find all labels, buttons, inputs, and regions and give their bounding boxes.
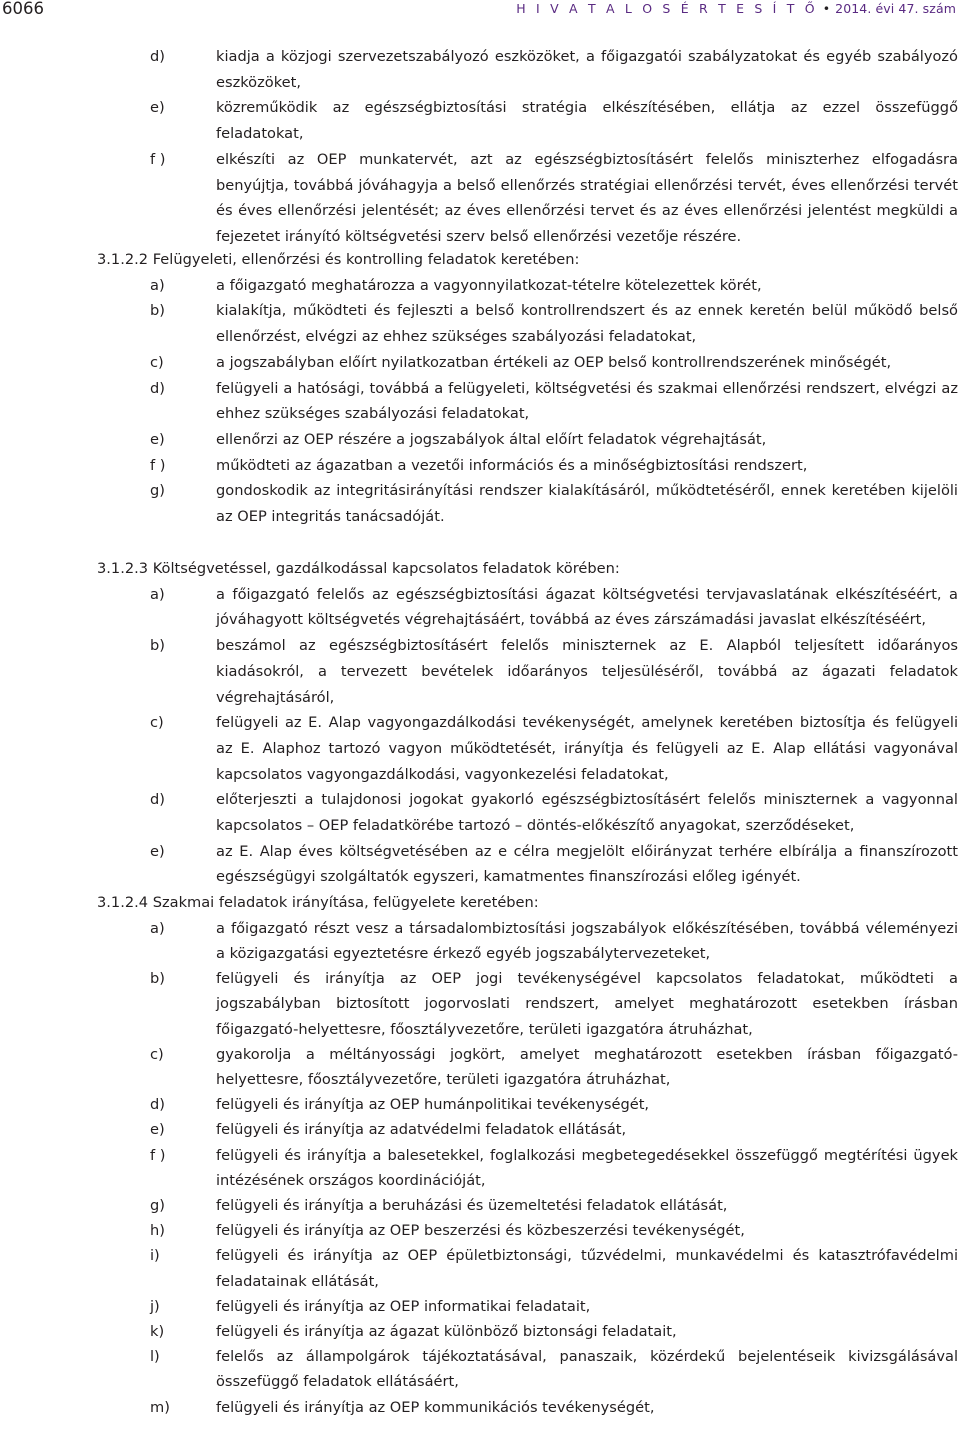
item-text: kiadja a közjogi szervezetszabályozó eszközöket, a főigazgatói szabályzatokat és egyéb szabályozó eszközöket, [216, 48, 958, 91]
item-label: c) [150, 714, 164, 732]
item-label: l) [150, 1348, 160, 1366]
item-label: j) [150, 1297, 160, 1315]
item-text: gondoskodik az integritásirányítási rendszer kialakításáról, működtetéséről, ennek keretében kijelöli az OEP integritás tanácsadóját. [216, 482, 958, 526]
item-label: h) [150, 1222, 165, 1240]
list-item [0, 1092, 958, 1117]
list-item [0, 453, 958, 479]
page-number: 6066 [2, 0, 44, 18]
list-item [0, 1193, 958, 1218]
item-text: felügyeli és irányítja az OEP informatikai feladatait, [216, 1297, 591, 1315]
list-item [0, 1243, 958, 1293]
list-item [0, 582, 958, 633]
list-item [0, 478, 958, 529]
item-label: i) [150, 1247, 160, 1265]
item-text: működteti az ágazatban a vezetői információs és a minőségbiztosítási rendszert, [216, 456, 808, 474]
item-text: felelős az állampolgárok tájékoztatásával, panaszaik, közérdekű bejelentéseik kivizsgálásával összefüggő feladatok ellátásáért, [216, 1348, 958, 1391]
item-label: c) [150, 353, 164, 371]
item-label: d) [150, 1096, 165, 1114]
item-text: felügyeli és irányítja az adatvédelmi feladatok ellátását, [216, 1121, 627, 1139]
list-item [0, 916, 958, 966]
item-text: ellenőrzi az OEP részére a jogszabályok által előírt feladatok végrehajtását, [216, 430, 767, 448]
item-text: felügyeli és irányítja a balesetekkel, foglalkozási megbetegedésekkel összefüggő megtérítési ügyek intézésének országos koordinációját, [216, 1146, 958, 1189]
list-item [0, 710, 958, 787]
section-title: 3.1.2.4 Szakmai feladatok irányítása, felügyelete keretében: [97, 894, 539, 911]
intro-list [0, 44, 960, 250]
item-label: a) [150, 919, 165, 937]
item-label: m) [150, 1398, 170, 1416]
list-item [0, 1395, 958, 1420]
list-item [0, 95, 958, 146]
list-item [0, 1117, 958, 1142]
list-item [0, 427, 958, 453]
item-text: felügyeli és irányítja az OEP beszerzési és közbeszerzési tevékenységét, [216, 1222, 745, 1240]
journal-title: H I V A T A L O S É R T E S Í T Ő [516, 1, 818, 16]
item-label: g) [150, 1196, 165, 1214]
item-label: a) [150, 585, 165, 603]
item-text: közreműködik az egészségbiztosítási stratégia elkészítésében, ellátja az ezzel összefüggő feladatokat, [216, 99, 958, 143]
item-label: b) [150, 302, 165, 320]
item-text: felügyeli a hatósági, továbbá a felügyeleti, költségvetési és szakmai ellenőrzési rendszert, elvégzi az ehhez szükséges szabályozási feladatokat, [216, 379, 958, 423]
section-3-1-2-4 [0, 890, 960, 1420]
item-text: a főigazgató meghatározza a vagyonnyilatkozat-tételre kötelezettek körét, [216, 276, 762, 294]
item-text: felügyeli az E. Alap vagyongazdálkodási tevékenységét, amelynek keretében biztosítja és felügyeli az E. Alaphoz tartozó vagyon működtetését, irányítja és felügyeli az E. Alap ellátási vagyonával kapcsolatos vagyongazdálkodási, vagyonkezelési feladatokat, [216, 714, 958, 783]
item-text: beszámol az egészségbiztosításért felelős miniszternek az E. Alapból teljesített időarányos kiadásokról, a tervezett bevételek időarányos teljesüléséről, továbbá az ágazati feladatok végrehajtásáról, [216, 637, 958, 706]
item-text: a főigazgató felelős az egészségbiztosítási ágazat költségvetési tervjavaslatának elkészítéséért, a jóváhagyott költségvetés végrehajtásáért, továbbá az éves zárszámadási javaslat elkészítéséért, [216, 585, 958, 629]
list-item [0, 839, 958, 890]
list-item [0, 1042, 958, 1092]
item-label: a) [150, 276, 165, 294]
item-text: felügyeli és irányítja az OEP kommunikációs tevékenységét, [216, 1398, 655, 1416]
item-label: g) [150, 482, 165, 500]
list-item [0, 1319, 958, 1344]
item-label: f ) [150, 150, 166, 168]
item-text: felügyeli és irányítja az OEP jogi tevékenységével kapcsolatos feladatokat, működteti a jogszabályban biztosított jogorvoslati rendszert, amelyet meghatározott esetekben írásban főigazgató-helyettesre, főosztályvezetőre, területi igazgatóra átruházhat, [216, 970, 958, 1038]
item-text: felügyeli és irányítja az OEP épületbiztonsági, tűzvédelmi, munkavédelmi és katasztrófavédelmi feladatainak ellátását, [216, 1247, 958, 1290]
section-title: 3.1.2.2 Felügyeleti, ellenőrzési és kontrolling feladatok keretében: [97, 251, 580, 268]
list-item [0, 376, 958, 427]
separator-dot: • [822, 1, 831, 16]
item-text: gyakorolja a méltányossági jogkört, amelyet meghatározott esetekben írásban főigazgató-helyettesre, főosztályvezetőre, területi igazgatóra átruházhat, [216, 1045, 958, 1088]
list-item [0, 1344, 958, 1394]
page-header [0, 0, 960, 20]
list-item [0, 787, 958, 838]
item-label: f ) [150, 456, 166, 474]
item-label: c) [150, 1045, 164, 1063]
section-title: 3.1.2.3 Költségvetéssel, gazdálkodással kapcsolatos feladatok körében: [97, 560, 620, 577]
item-label: e) [150, 430, 165, 448]
item-label: k) [150, 1322, 165, 1340]
list-item [0, 298, 958, 349]
list-item [0, 1218, 958, 1243]
item-text: kialakítja, működteti és fejleszti a belső kontrollrendszert és az ennek keretén belül működő belső ellenőrzést, elvégzi az ehhez szükséges szabályozási feladatokat, [216, 302, 958, 346]
item-text: az E. Alap éves költségvetésében az e célra megjelölt előirányzat terhére elbírálja a finanszírozott egészségügyi szolgáltatók egyszeri, kamatmentes finanszírozási előleg igényét. [216, 842, 958, 886]
list-item [0, 44, 958, 95]
item-label: b) [150, 637, 165, 655]
list-item [0, 633, 958, 710]
list-item [0, 147, 958, 250]
item-label: d) [150, 379, 165, 397]
item-label: d) [150, 791, 165, 809]
section-3-1-2-2 [0, 247, 960, 530]
item-text: felügyeli és irányítja a beruházási és üzemeltetési feladatok ellátását, [216, 1196, 728, 1214]
item-text: a főigazgató részt vesz a társadalombiztosítási jogszabályok előkészítésében, továbbá véleményezi a közigazgatási egyeztetésre érkező egyéb jogszabálytervezeteket, [216, 919, 958, 962]
list-item [0, 966, 958, 1042]
item-text: elkészíti az OEP munkatervét, azt az egészségbiztosításért felelős miniszterhez elfogadásra benyújtja, továbbá jóváhagyja a belső ellenőrzés stratégiai ellenőrzési tervét, éves ellenőrzési tervét és éves ellenőrzési jelentését; az éves ellenőrzési tervet és az éves ellenőrzési jelentést megküldi a fejezetet irányító költségvetési szerv belső ellenőrzési vezetője részére. [216, 150, 958, 245]
item-label: d) [150, 48, 165, 65]
item-label: e) [150, 1121, 165, 1139]
item-label: e) [150, 842, 165, 860]
item-label: f ) [150, 1146, 166, 1164]
list-item [0, 1294, 958, 1319]
item-text: előterjeszti a tulajdonosi jogokat gyakorló egészségbiztosításért felelős miniszternek a vagyonnal kapcsolatos – OEP feladatkörébe tartozó – döntés-előkészítő anyagokat, szerződéseket, [216, 791, 958, 835]
item-text: felügyeli és irányítja az ágazat különböző biztonsági feladatait, [216, 1322, 677, 1340]
section-3-1-2-3 [0, 556, 960, 890]
item-label: b) [150, 970, 165, 988]
item-text: a jogszabályban előírt nyilatkozatban értékeli az OEP belső kontrollrendszerének minőségét, [216, 353, 892, 371]
journal-running-head [516, 0, 956, 18]
item-text: felügyeli és irányítja az OEP humánpolitikai tevékenységét, [216, 1096, 650, 1114]
list-item [0, 350, 958, 376]
issue-label: 2014. évi 47. szám [835, 1, 956, 16]
list-item [0, 1143, 958, 1193]
item-label: e) [150, 99, 165, 117]
list-item [0, 273, 958, 299]
